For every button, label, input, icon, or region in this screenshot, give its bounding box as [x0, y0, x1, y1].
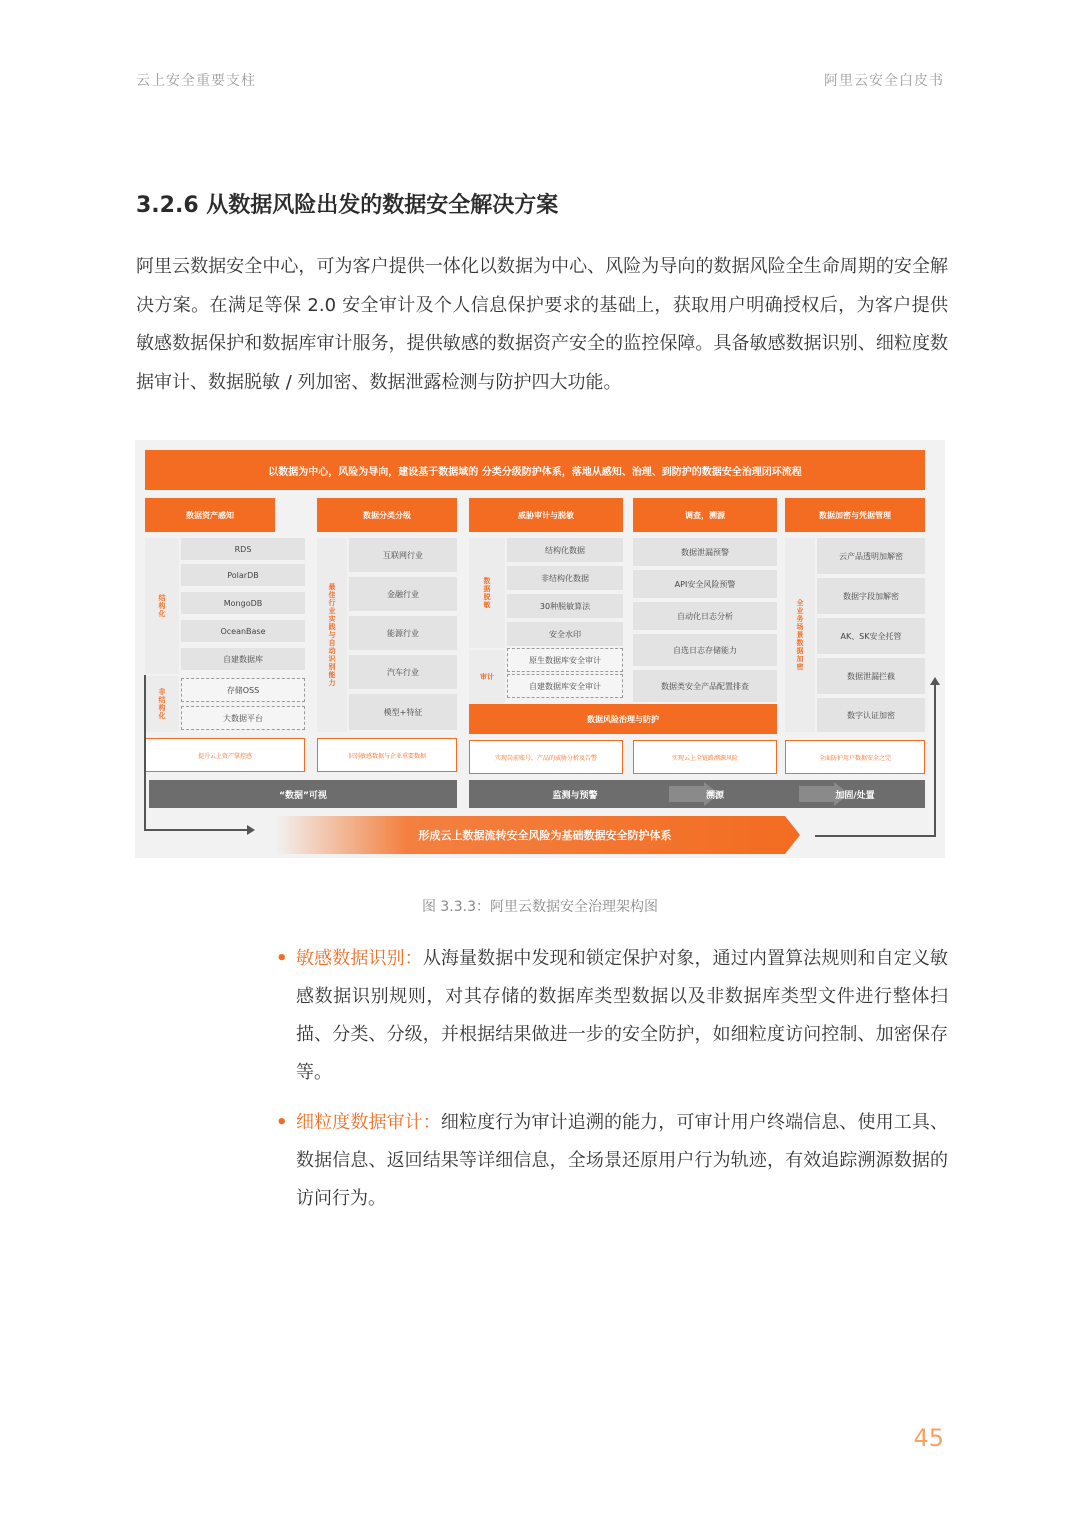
- bullet-dot-icon: •: [276, 948, 288, 969]
- stage-trace-label: 溯源: [705, 790, 724, 801]
- intro-paragraph: 阿里云数据安全中心，可为客户提供一体化以数据为中心、风险为导向的数据风险全生命周期的安全解决方案。在满足等保 2.0 安全审计及个人信息保护要求的基础上，获取用户明确授权后，为客户提供敏感数据保护和数据库审计服务，提供敏感的数据资产安全的监控保障。具备敏感数据识别、细粒度数据审计、数据脱敏 / 列加密、数据泄露检测与防护四大功能。: [136, 256, 948, 393]
- col1-item: PolarDB: [181, 564, 305, 586]
- col3-item: 安全水印: [507, 622, 623, 646]
- col4-item: 自选日志存储能力: [633, 634, 777, 666]
- bullet-list: [276, 940, 948, 1230]
- col4-item: 数据泄漏预警: [633, 538, 777, 566]
- bullet-term: 敏感数据识别：: [296, 948, 423, 969]
- col2-item: 能源行业: [349, 616, 457, 650]
- col5-item: 数字认证加密: [817, 698, 925, 732]
- risk-governance-bar: 数据风险治理与防护: [469, 704, 777, 734]
- col1-dashed-item: 存储OSS: [181, 678, 305, 702]
- bullet-item: [276, 940, 948, 1092]
- col4-item: 自动化日志分析: [633, 602, 777, 630]
- col3-output: 实现岗前账号、产品的威胁分析及告警: [469, 740, 623, 774]
- col2-side: 最佳行业实践与自动识别能力: [317, 538, 347, 732]
- col1-item: MongoDB: [181, 592, 305, 614]
- col4-output: 实现云上全链路溯源风险: [633, 740, 777, 774]
- col2-output: 识别敏感数据与企业重要数据: [317, 738, 457, 772]
- architecture-diagram: [135, 440, 945, 858]
- col3-dashed-item: 自建数据库安全审计: [507, 674, 623, 698]
- diagram-top-banner: 以数据为中心，风险为导向，建设基于数据域的 分类分级防护体系，落地从感知、治理、到防护的数据安全治理闭环流程: [145, 450, 925, 490]
- col1-side-unstructured: 非结构化: [145, 676, 179, 732]
- bullet-term: 细粒度数据审计：: [296, 1112, 441, 1133]
- col5-item: AK、SK安全托管: [817, 618, 925, 654]
- col5-side: 全业务场景数据加密: [785, 538, 815, 732]
- running-header-left: 云上安全重要支柱: [136, 73, 256, 89]
- loop-arrows: [135, 440, 945, 858]
- col2-item: 汽车行业: [349, 655, 457, 689]
- col1-item: 自建数据库: [181, 648, 305, 670]
- bullet-item: [276, 1104, 948, 1218]
- col2-item: 模型+特征: [349, 694, 457, 730]
- col5-item: 云产品透明加解密: [817, 538, 925, 574]
- col3-item: 结构化数据: [507, 538, 623, 562]
- col5-header: 数据加密与凭据管理: [785, 498, 925, 532]
- col3-item: 非结构化数据: [507, 566, 623, 590]
- col2-item: 金融行业: [349, 577, 457, 611]
- bullet-text: 从海量数据中发现和锁定保护对象，通过内置算法规则和自定义敏感数据识别规则，对其存储的数据库类型数据以及非数据库类型文件进行整体扫描、分类、分级，并根据结果做进一步的安全防护，如细粒度访问控制、加密保存等。: [296, 948, 949, 1083]
- col4-item: 数据类安全产品配置排查: [633, 670, 777, 702]
- section-title: 3.2.6 从数据风险出发的数据安全解决方案: [136, 193, 559, 218]
- page-number: 45: [913, 1424, 944, 1452]
- col3-side-top: 数据脱敏: [469, 538, 505, 648]
- col3-header: 威胁审计与脱敏: [469, 498, 623, 532]
- running-header-right: 阿里云安全白皮书: [824, 73, 944, 89]
- col1-item: RDS: [181, 538, 305, 560]
- col3-side-bottom: 审计: [469, 650, 505, 704]
- col1-dashed-item: 大数据平台: [181, 706, 305, 730]
- col4-item: API安全风险预警: [633, 570, 777, 598]
- col1-output: 提升云上资产掌控感: [145, 738, 305, 772]
- col5-item: 数据字段加解密: [817, 578, 925, 614]
- col2-header: 数据分类分级: [317, 498, 457, 532]
- col3-item: 30种脱敏算法: [507, 594, 623, 618]
- bullet-dot-icon: •: [276, 1112, 288, 1133]
- col5-output: 全面防护用户数据安全之完: [785, 740, 925, 774]
- figure-caption: 图 3.3.3：阿里云数据安全治理架构图: [421, 899, 659, 915]
- col4-header: 调查，溯源: [633, 498, 777, 532]
- col5-item: 数据泄漏拦截: [817, 658, 925, 694]
- col1-side-structured: 结构化: [145, 538, 179, 674]
- stage-protect-label: 加固/处置: [835, 790, 875, 801]
- col1-item: OceanBase: [181, 620, 305, 642]
- bullet-text: 细粒度行为审计追溯的能力，可审计用户终端信息、使用工具、数据信息、返回结果等详细信息，全场景还原用户行为轨迹，有效追踪溯源数据的访问行为。: [296, 1112, 949, 1209]
- stage-visible-bar: “数据”可视: [149, 780, 457, 808]
- col3-dashed-item: 原生数据库安全审计: [507, 648, 623, 672]
- bottom-banner: 形成云上数据流转安全风险为基础数据安全防护体系: [418, 829, 672, 842]
- col2-item: 互联网行业: [349, 538, 457, 572]
- col1-header: 数据资产感知: [145, 498, 275, 532]
- stage-monitor-label: 监测与预警: [552, 790, 598, 801]
